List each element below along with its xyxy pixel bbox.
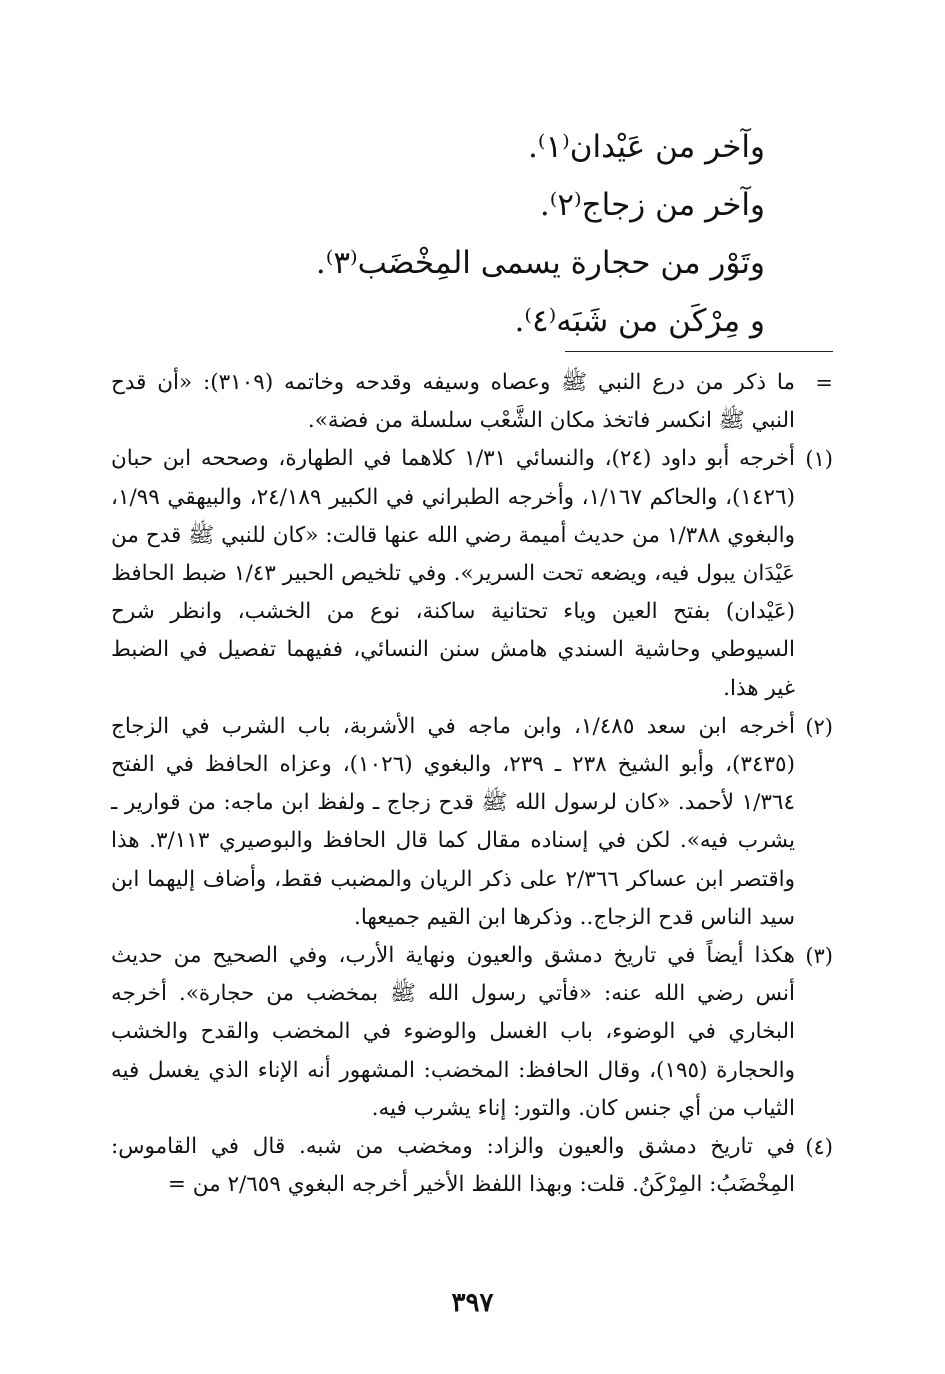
footnote-2	[111, 708, 833, 937]
footnote-text: ما ذكر من درع النبي ﷺ وعصاه وسيفه وقدحه وخاتمه (٣١٠٩): «أن قدح النبي ﷺ انكسر فاتخذ مكان الشَّعْب سلسلة من فضة».	[111, 370, 795, 434]
main-text-line: وآخر من زجاج⁽٢⁾.	[539, 187, 765, 223]
page-number: ٣٩٧	[451, 1288, 494, 1318]
footnote-text: أخرجه ابن سعد ١/٤٨٥، وابن ماجه في الأشربة، باب الشرب في الزجاج (٣٤٣٥)، وأبو الشيخ ٢٣٨ ـ ٢٣٩، والبغوي (١٠٢٦)، وعزاه الحافظ في الفتح ١/٣٦٤ لأحمد. «كان لرسول الله ﷺ قدح زجاج ـ ولفظ ابن ماجه: من قوارير ـ يشرب فيه». لكن في إسناده مقال كما قال الحافظ والبوصيري ٣/١١٣. هذا واقتصر ابن عساكر ٢/٣٦٦ على ذكر الريان والمضبب فقط، وأضاف إليهما ابن سيد الناس قدح الزجاج.. وذكرها ابن القيم جميعها.	[111, 713, 795, 930]
footnote-text: في تاريخ دمشق والعيون والزاد: ومخضب من شبه. قال في القاموس: المِخْضَبُ: المِرْكَنُ. قلت: وبهذا اللفظ الأخير أخرجه البغوي ٢/٦٥٩ من =	[111, 1134, 795, 1198]
footnote-marker: =	[815, 371, 833, 395]
footnote-separator	[565, 351, 833, 352]
footnote-1	[111, 440, 833, 707]
footnote-marker: (١)	[805, 447, 833, 472]
footnote-text: أخرجه أبو داود (٢٤)، والنسائي ١/٣١ كلاهما في الطهارة، وصححه ابن حبان (١٤٢٦)، والحاكم ١/١٦٧، وأخرجه الطبراني في الكبير ٢٤/١٨٩، والبيهقي ١/٩٩، والبغوي ١/٣٨٨ من حديث أميمة رضي الله عنها قالت: «كان للنبي ﷺ قدح من عَيْدَان يبول فيه، ويضعه تحت السرير». وفي تلخيص الحبير ١/٤٣ ضبط الحافظ (عَيْدان) بفتح العين وياء تحتانية ساكنة، نوع من الخشب، وانظر شرح السيوطي وحاشية السندي هامش سنن النسائي، ففيهما تفصيل في الضبط غير هذا.	[111, 446, 795, 701]
main-text-line: وآخر من عَيْدان⁽١⁾.	[527, 129, 765, 165]
footnote-marker: (٢)	[805, 714, 833, 739]
main-text-block	[205, 118, 765, 350]
footnote-continuation	[111, 364, 833, 440]
main-text-line: وتَوْر من حجارة يسمى المِخْضَب⁽٣⁾.	[315, 245, 765, 281]
footnote-3	[111, 937, 833, 1128]
footnote-marker: (٣)	[805, 944, 833, 969]
footnote-4	[111, 1128, 833, 1204]
footnote-text: هكذا أيضاً في تاريخ دمشق والعيون ونهاية الأرب، وفي الصحيح من حديث أنس رضي الله عنه: «فأتي رسول الله ﷺ بمخضب من حجارة». أخرجه البخاري في الوضوء، باب الغسل والوضوء في المخضب والقدح والخشب والحجارة (١٩٥)، وقال الحافظ: المخضب: المشهور أنه الإناء الذي يغسل فيه الثياب من أي جنس كان. والتور: إناء يشرب فيه.	[111, 943, 795, 1121]
footnotes-block	[111, 364, 833, 1204]
footnote-marker: (٤)	[805, 1135, 833, 1160]
main-text-line: و مِرْكَن من شَبَه⁽٤⁾.	[514, 303, 765, 339]
